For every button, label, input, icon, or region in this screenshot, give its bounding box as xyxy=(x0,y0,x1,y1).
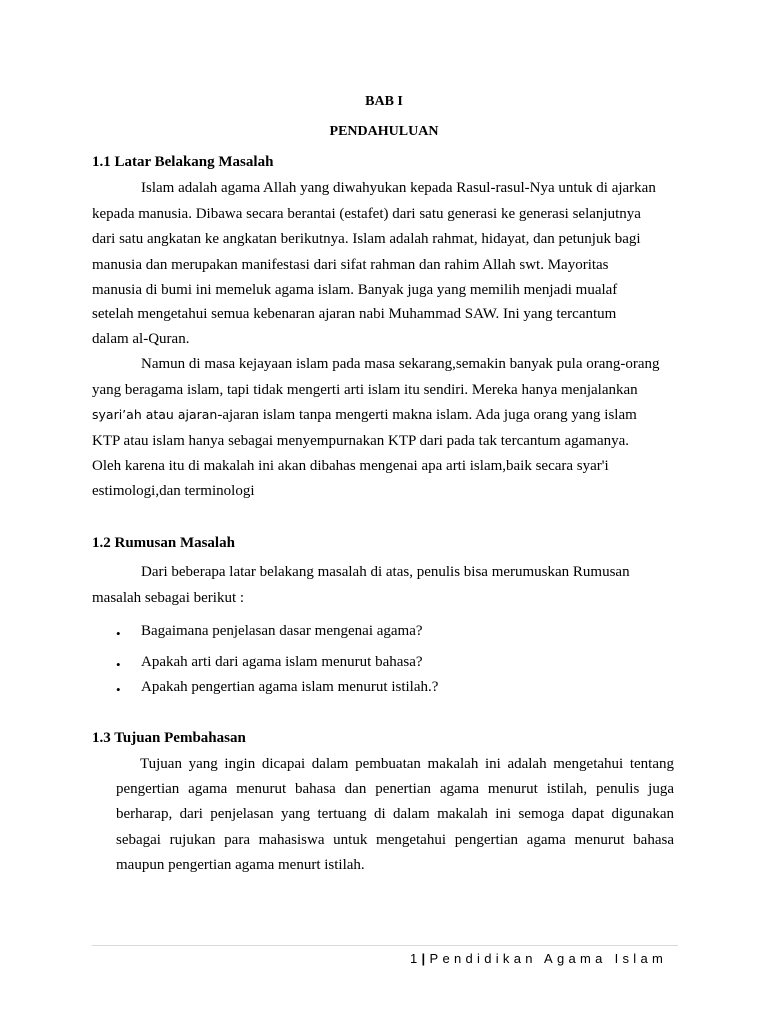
bullet-icon: • xyxy=(116,682,121,697)
paragraph-line: masalah sebagai berikut : xyxy=(92,590,245,606)
chapter-title: PENDAHULUAN xyxy=(329,124,439,139)
page-number: 1 xyxy=(410,951,422,966)
list-item: Apakah pengertian agama islam menurut istilah.? xyxy=(141,679,439,695)
footer-course-title: Pendidikan Agama Islam xyxy=(429,951,668,966)
paragraph-line: maupun pengertian agama menurt istilah. xyxy=(116,857,365,873)
footer-separator: | xyxy=(421,951,430,966)
paragraph-line: manusia dan merupakan manifestasi dari sifat rahman dan rahim Allah swt. Mayoritas xyxy=(92,257,609,273)
list-item: Apakah arti dari agama islam menurut bahasa? xyxy=(141,654,423,670)
page-footer xyxy=(410,951,667,966)
chapter-number: BAB I xyxy=(365,94,403,109)
paragraph-line: dari satu angkatan ke angkatan berikutnya. Islam adalah rahmat, hidayat, dan petunjuk bagi xyxy=(92,231,641,247)
paragraph-line: kepada manusia. Dibawa secara berantai (estafet) dari satu generasi ke generasi selanjutnya xyxy=(92,206,641,222)
paragraph-line: berharap, dari penjelasan yang tertuang di dalam makalah ini semoga dapat digunakan xyxy=(116,806,674,822)
section-heading-tujuan-pembahasan: 1.3 Tujuan Pembahasan xyxy=(92,730,246,746)
paragraph-line: sebagai rujukan para mahasiswa untuk mengetahui pengertian agama menurut bahasa xyxy=(116,832,674,848)
bullet-icon: • xyxy=(116,657,121,672)
bullet-icon: • xyxy=(116,626,121,641)
paragraph-line: KTP atau islam hanya sebagai menyempurnakan KTP dari pada tak tercantum agamanya. xyxy=(92,433,630,449)
paragraph-line: yang beragama islam, tapi tidak mengerti arti islam itu sendiri. Mereka hanya menjalankan xyxy=(92,382,638,398)
paragraph-line-rest: -ajaran islam tanpa mengerti makna islam. Ada juga orang yang islam xyxy=(217,407,637,423)
section-heading-latar-belakang: 1.1 Latar Belakang Masalah xyxy=(92,154,274,170)
paragraph-line xyxy=(92,407,637,424)
paragraph-line: Namun di masa kejayaan islam pada masa sekarang,semakin banyak pula orang-orang xyxy=(141,356,660,372)
paragraph-line: estimologi,dan terminologi xyxy=(92,483,255,499)
paragraph-line: pengertian agama menurut bahasa dan penertian agama menurut istilah, penulis juga xyxy=(116,781,674,797)
section-heading-rumusan-masalah: 1.2 Rumusan Masalah xyxy=(92,535,235,551)
paragraph-line: setelah mengetahui semua kebenaran ajaran nabi Muhammad SAW. Ini yang tercantum xyxy=(92,306,617,322)
paragraph-line: Tujuan yang ingin dicapai dalam pembuatan makalah ini adalah mengetahui tentang xyxy=(140,756,674,772)
paragraph-line: Dari beberapa latar belakang masalah di atas, penulis bisa merumuskan Rumusan xyxy=(141,564,630,580)
list-item: Bagaimana penjelasan dasar mengenai agama? xyxy=(141,623,423,639)
syariah-term: syari’ah atau ajaran xyxy=(92,407,218,422)
footer-rule xyxy=(92,945,678,946)
paragraph-line: Oleh karena itu di makalah ini akan dibahas mengenai apa arti islam,baik secara syar'i xyxy=(92,458,609,474)
paragraph-line: dalam al-Quran. xyxy=(92,331,190,347)
paragraph-line: manusia di bumi ini memeluk agama islam. Banyak juga yang memilih menjadi mualaf xyxy=(92,282,618,298)
paragraph-line: Islam adalah agama Allah yang diwahyukan kepada Rasul-rasul-Nya untuk di ajarkan xyxy=(141,180,656,196)
